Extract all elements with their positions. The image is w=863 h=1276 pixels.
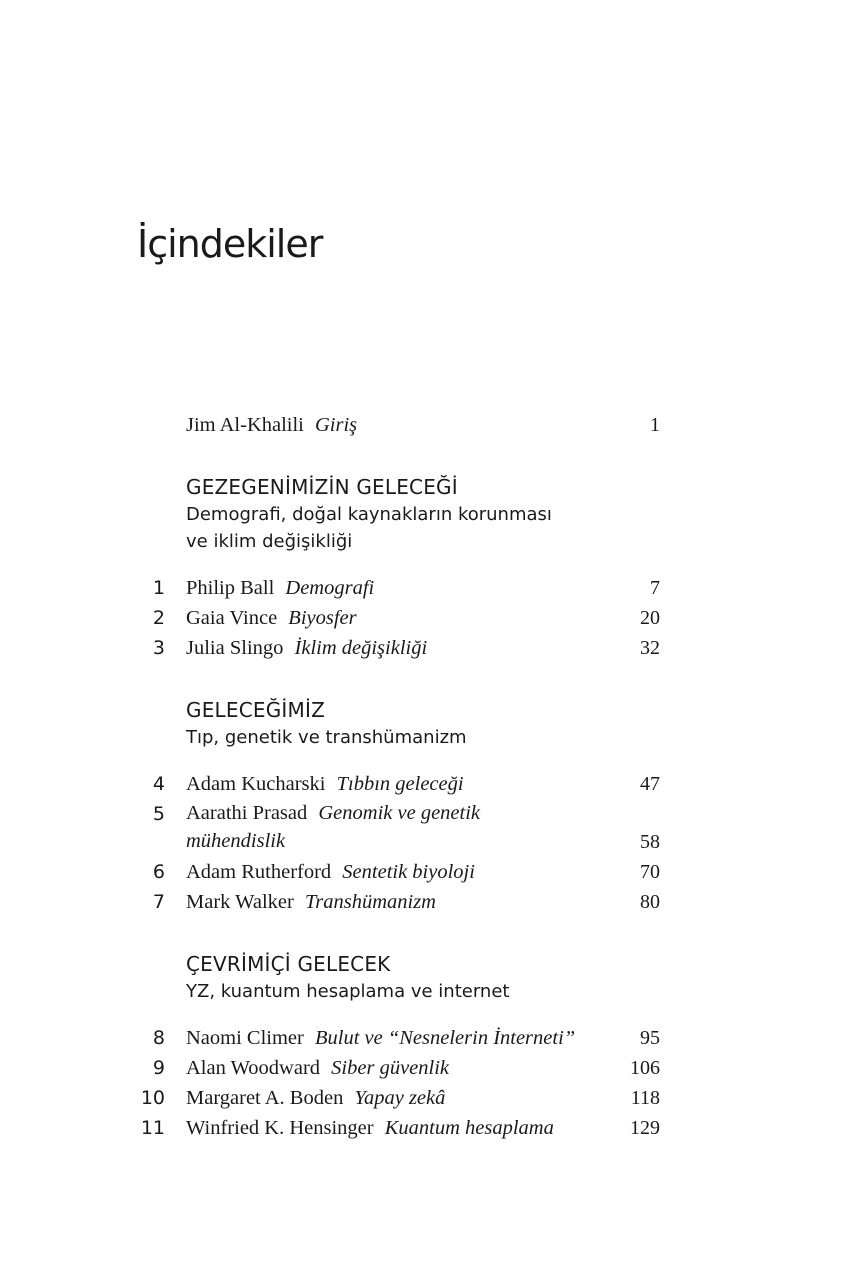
chapter-number: 1 xyxy=(152,577,165,599)
entry-page: 95 xyxy=(640,1027,660,1049)
toc-entry-intro[interactable] xyxy=(137,410,660,440)
entry-title: Tıbbın geleceği xyxy=(336,773,464,795)
entry-page: 7 xyxy=(650,577,660,599)
entry-title: Giriş xyxy=(315,414,358,436)
entry-title: Genomik ve genetik mühendislik xyxy=(186,802,481,852)
section-title: GELECEĞİMİZ xyxy=(186,698,325,722)
entry-page: 58 xyxy=(640,831,660,853)
toc-entry-text xyxy=(186,410,660,440)
toc-entry[interactable] xyxy=(137,1113,660,1143)
section-subtitle: Demografi, doğal kaynakların korunması xyxy=(186,504,552,525)
entry-title: Biyosfer xyxy=(288,607,357,629)
entry-author: Aarathi Prasad xyxy=(186,802,308,824)
entry-author: Alan Woodward xyxy=(186,1057,321,1079)
entry-title: Bulut ve “Nesnelerin İnterneti” xyxy=(314,1027,576,1049)
entry-page: 20 xyxy=(640,607,660,629)
entry-author: Philip Ball xyxy=(186,577,275,599)
entry-page: 106 xyxy=(630,1057,660,1079)
entry-page: 70 xyxy=(640,861,660,883)
entry-page: 32 xyxy=(640,637,660,659)
section-subtitle: YZ, kuantum hesaplama ve internet xyxy=(186,981,510,1002)
section-header xyxy=(186,950,660,1005)
section-title: ÇEVRİMİÇİ GELECEK xyxy=(186,952,391,976)
chapter-number: 10 xyxy=(140,1087,165,1109)
toc-entry[interactable] xyxy=(137,573,660,603)
entry-author: Gaia Vince xyxy=(186,607,278,629)
entry-author: Jim Al-Khalili xyxy=(186,414,304,436)
entry-title: Sentetik biyoloji xyxy=(342,861,475,883)
entry-author: Adam Kucharski xyxy=(186,773,326,795)
section-subtitle: Tıp, genetik ve transhümanizm xyxy=(186,727,467,748)
entry-author: Naomi Climer xyxy=(186,1027,304,1049)
entry-author: Margaret A. Boden xyxy=(186,1087,344,1109)
entry-author: Adam Rutherford xyxy=(186,861,332,883)
table-of-contents xyxy=(137,410,660,1143)
section-title: GEZEGENİMİZİN GELECEĞİ xyxy=(186,475,458,499)
toc-entry[interactable] xyxy=(137,603,660,633)
entry-page: 129 xyxy=(630,1117,660,1139)
chapter-number: 3 xyxy=(152,637,165,659)
entry-author: Winfried K. Hensinger xyxy=(186,1117,374,1139)
chapter-number: 7 xyxy=(152,891,165,913)
entry-author: Julia Slingo xyxy=(186,637,284,659)
entry-title: Yapay zekâ xyxy=(354,1087,446,1109)
section-header xyxy=(186,473,660,555)
entry-page: 47 xyxy=(640,773,660,795)
chapter-number: 4 xyxy=(152,773,165,795)
entry-page: 80 xyxy=(640,891,660,913)
chapter-number: 6 xyxy=(152,861,165,883)
entry-title: Siber güvenlik xyxy=(331,1057,450,1079)
chapter-number: 9 xyxy=(152,1057,165,1079)
entry-page: 1 xyxy=(650,414,660,436)
chapter-number: 2 xyxy=(152,607,165,629)
section-subtitle: ve iklim değişikliği xyxy=(186,531,353,552)
entry-title: Transhümanizm xyxy=(304,891,436,913)
chapter-number: 11 xyxy=(140,1117,165,1139)
toc-entry[interactable] xyxy=(137,857,660,887)
entry-author: Mark Walker xyxy=(186,891,294,913)
chapter-number: 5 xyxy=(152,803,165,825)
page-title: İçindekiler xyxy=(137,222,323,266)
entry-page: 118 xyxy=(630,1087,660,1109)
toc-entry[interactable] xyxy=(137,887,660,917)
entry-title: İklim değişikliği xyxy=(294,637,428,659)
chapter-number: 8 xyxy=(152,1027,165,1049)
toc-entry[interactable] xyxy=(137,769,660,799)
entry-title: Demografi xyxy=(285,577,375,599)
toc-entry[interactable] xyxy=(137,799,660,857)
section-header xyxy=(186,696,660,751)
toc-entry[interactable] xyxy=(137,1083,660,1113)
toc-entry[interactable] xyxy=(137,1023,660,1053)
entry-title: Kuantum hesaplama xyxy=(384,1117,554,1139)
toc-entry[interactable] xyxy=(137,633,660,663)
toc-entry[interactable] xyxy=(137,1053,660,1083)
